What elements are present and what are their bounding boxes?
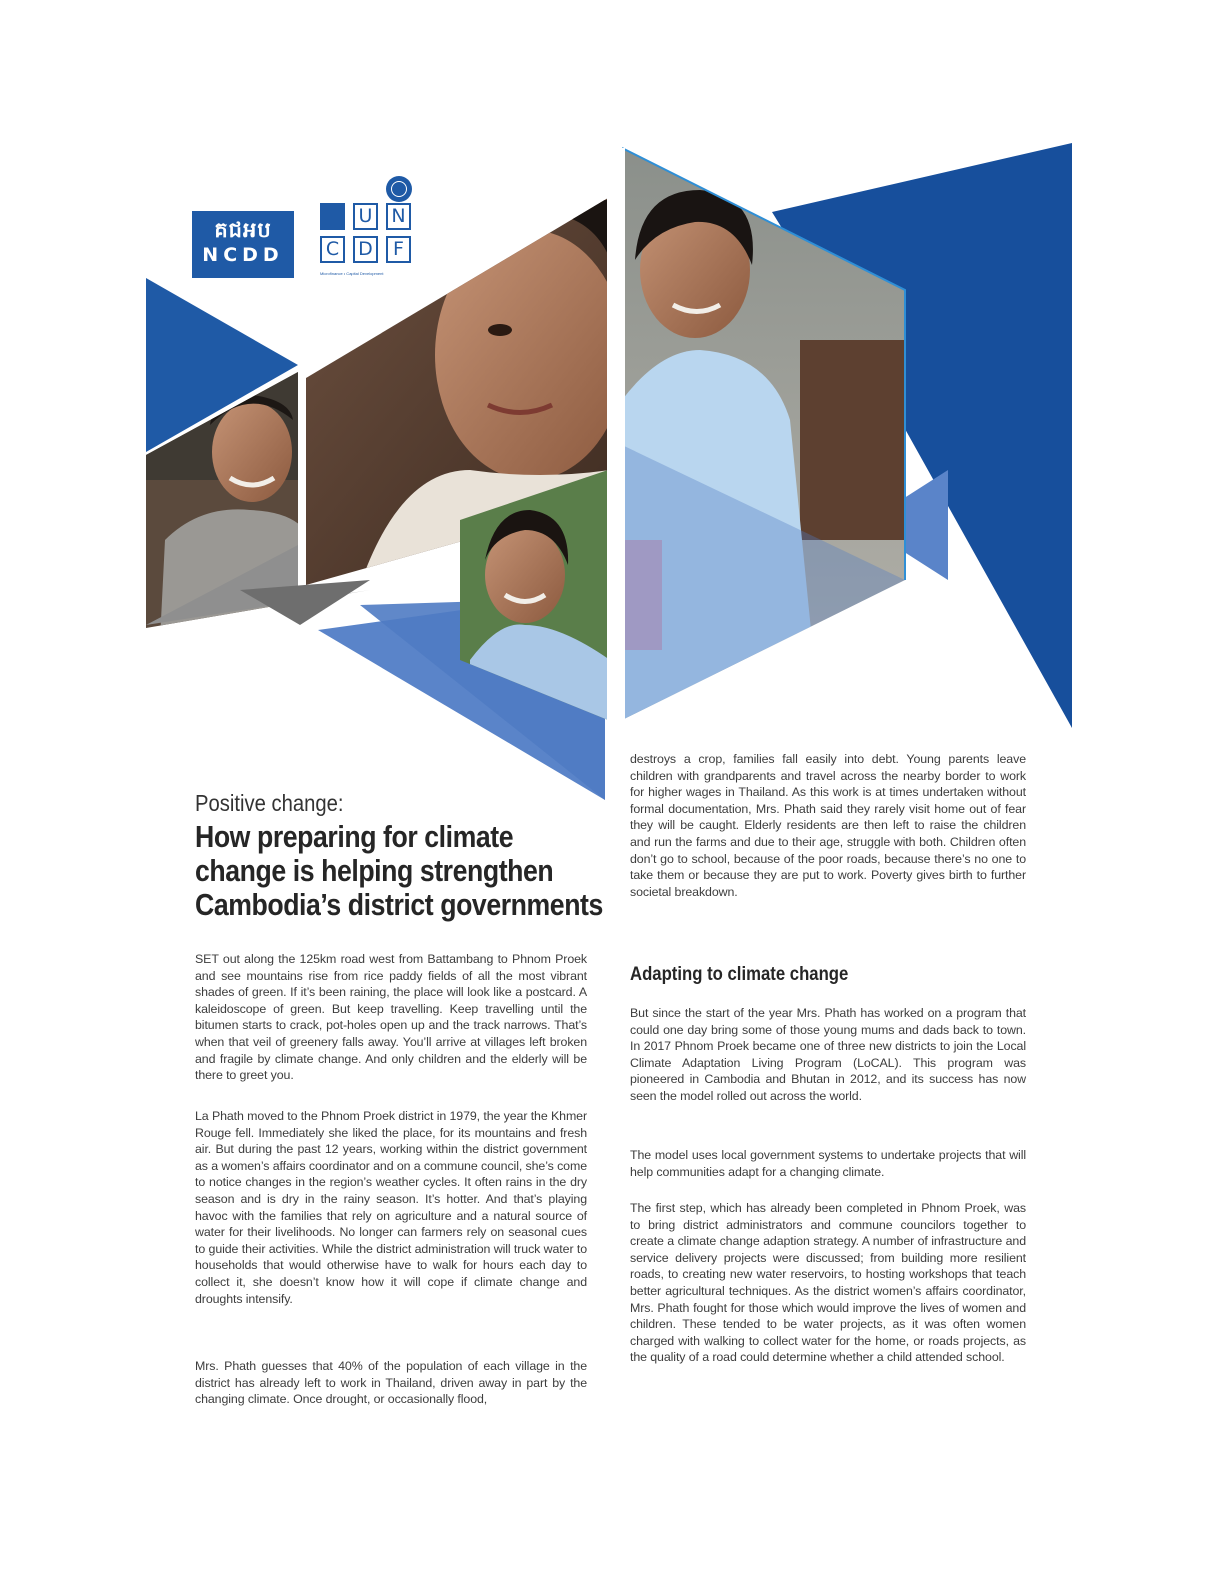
uncdf-letter-c: C (320, 236, 345, 263)
uncdf-letter-n: N (386, 203, 411, 230)
uncdf-letter-f: F (386, 236, 411, 263)
un-emblem-icon (386, 176, 412, 202)
paragraph-program: But since the start of the year Mrs. Phath has worked on a program that could one day bring some of those young mums and dads back to town. In 2017 Phnom Proek became one of three new districts to join the Local Climate Adaptation Living Program (LoCAL). This program was pioneered in Cambodia and Bhutan in 2012, and its success has now seen the model rolled out across the world. (630, 1006, 1026, 1103)
uncdf-logo (320, 176, 420, 286)
ncdd-logo-khmer: គជអប (214, 218, 272, 242)
paragraph-model: The model uses local government systems to undertake projects that will help communities adapt for a changing climate. (630, 1148, 1026, 1179)
uncdf-tagline: Microfinance • Capital Development (320, 271, 384, 276)
paragraph-intro: SET out along the 125km road west from Battambang to Phnom Proek and see mountains rise from rice paddy fields of all the most vibrant shades of green. If it’s been raining, the place will look like a postcard. A kaleidoscope of green. But keep travelling. Keep travelling until the bitumen starts to crack, pot-holes open up and the track narrows. That’s when that veil of greenery falls away. You’ll arrive at villages left broken and fragile by climate change. And only children and the elderly will be there to greet you. (195, 952, 587, 1083)
article-kicker: Positive change: (195, 790, 344, 816)
paragraph-migration: Mrs. Phath guesses that 40% of the population of each village in the district has already left to work in Thailand, driven away in part by the changing climate. Once drought, or occasionally flood, (195, 1359, 587, 1407)
paragraph-first-step: The first step, which has already been completed in Phnom Proek, was to bring district administrators and commune councilors together to create a climate change adaption strategy. A number of infrastructure and service delivery projects were discussed; from building more resilient roads, to creating new water reservoirs, to hosting workshops that teach better agricultural techniques. As the district women’s affairs coordinator, Mrs. Phath fought for those which would improve the lives of women and children. These tended to be water projects, as it was often women charged with walking to collect water for the home, or roads projects, as the quality of a road could determine whether a child attended school. (630, 1201, 1026, 1365)
ncdd-logo-latin: NCDD (202, 244, 284, 266)
uncdf-fill-block (320, 203, 345, 230)
uncdf-letter-u: U (353, 203, 378, 230)
article-title: How preparing for climate change is helping strengthen Cambodia’s district governments (195, 819, 603, 922)
section-heading: Adapting to climate change (630, 964, 849, 985)
paragraph-la-phath: La Phath moved to the Phnom Proek district in 1979, the year the Khmer Rouge fell. Immediately she liked the place, for its mountains and fresh air. But during the past 12 years, working within the district government as a women’s affairs coordinator and on a commune council, she’s come to notice changes in the region’s weather cycles. It often rains in the dry season and is dry in the rainy season. It’s hotter. And that’s playing havoc with the families that rely on agriculture and a natural source of water for their livelihoods. No longer can farmers rely on seasonal cues to guide their activities. While the district administration will truck water to households that would otherwise have to walk for hours each day to collect it, she doesn’t know how it will cope if climate change and droughts intensify. (195, 1109, 587, 1306)
ncdd-logo (192, 211, 294, 278)
paragraph-continued: destroys a crop, families fall easily into debt. Young parents leave children with grandparents and travel across the nearby border to work for higher wages in Thailand. As this work is at times undertaken without formal documentation, Mrs. Phath said they rarely visit home out of fear they will be caught. Elderly residents are then left to raise the children and run the farms and due to their age, struggle with both. Children often don’t go to school, because of the poor roads, because there’s no one to take them or because they are put to work. Poverty gives birth to further societal breakdown. (630, 752, 1026, 899)
uncdf-letter-d: D (353, 236, 378, 263)
